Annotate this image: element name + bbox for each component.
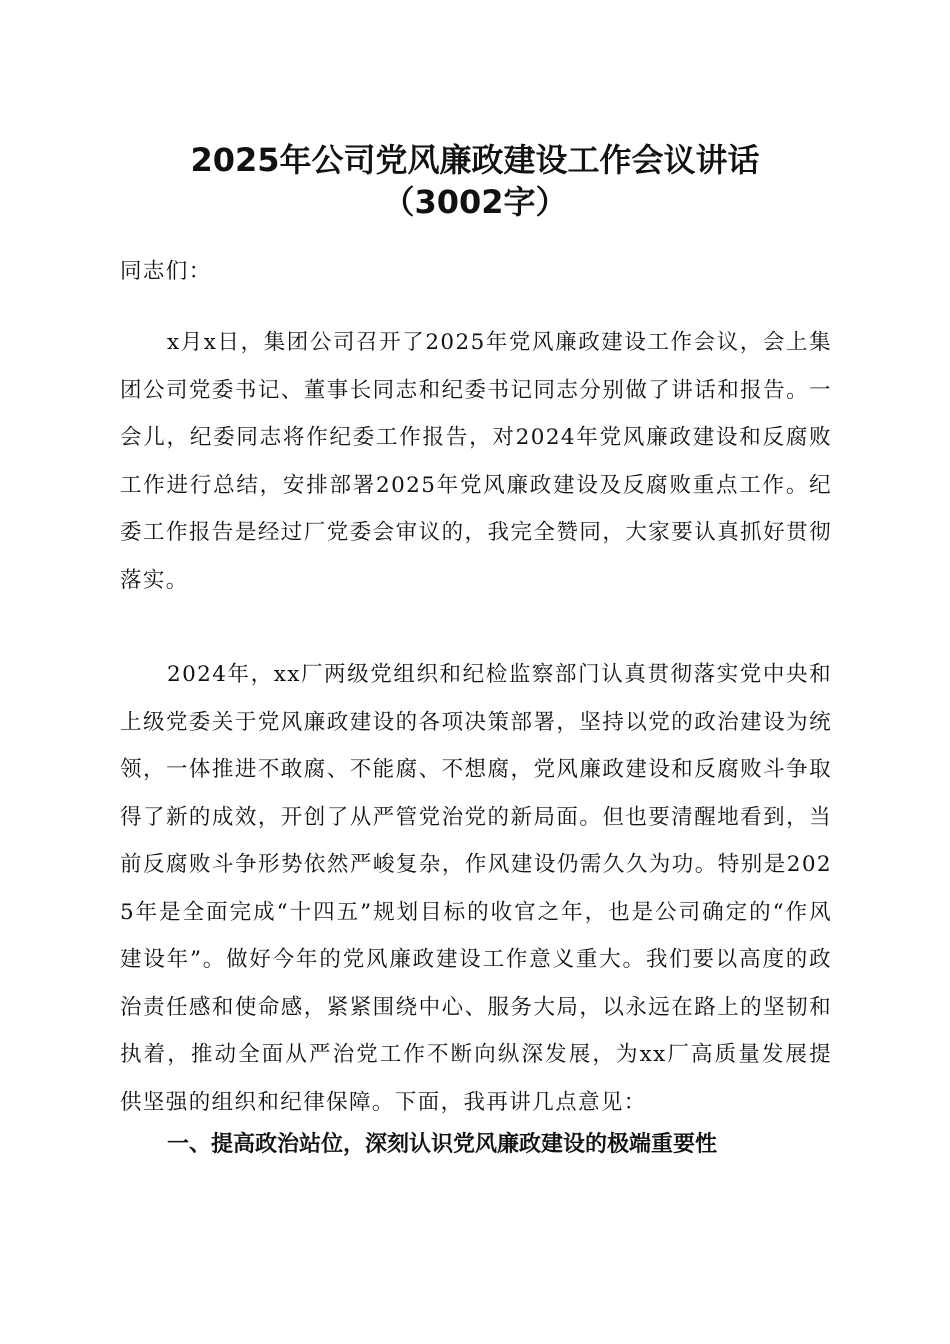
section-heading: 一、提高政治站位，深刻认识党风廉政建设的极端重要性 [167,1132,718,1157]
document-word-count: （3002字） [382,183,568,221]
paragraph-2: 2024年，xx厂两级党组织和纪检监察部门认真贯彻落实党中央和上级党委关于党风廉政建设的各项决策部署，坚持以党的政治建设为统领，一体推进不敢腐、不能腐、不想腐，党风廉政建设和反腐败斗争取得了新的成效，开创了从严管党治党的新局面。但也要清醒地看到，当前反腐败斗争形势依然严峻复杂，作风建设仍需久久为功。特别是2025年是全面完成“十四五”规划目标的收官之年，也是公司确定的“作风建设年”。做好今年的党风廉政建设工作意义重大。我们要以高度的政治责任感和使命感，紧紧围绕中心、服务大局，以永远在路上的坚韧和执着，推动全面从严治党工作不断向纵深发展，为xx厂高质量发展提供坚强的组织和纪律保障。下面，我再讲几点意见： [120,662,832,1115]
greeting: 同志们： [120,259,212,284]
paragraph-1: x月x日，集团公司召开了2025年党风廉政建设工作会议，会上集团公司党委书记、董事长同志和纪委书记同志分别做了讲话和报告。一会儿，纪委同志将作纪委工作报告，对2024年党风廉政建设和反腐败工作进行总结，安排部署2025年党风廉政建设及反腐败重点工作。纪委工作报告是经过厂党委会审议的，我完全赞同，大家要认真抓好贯彻落实。 [120,330,832,593]
document-title: 2025年公司党风廉政建设工作会议讲话 [190,141,760,179]
